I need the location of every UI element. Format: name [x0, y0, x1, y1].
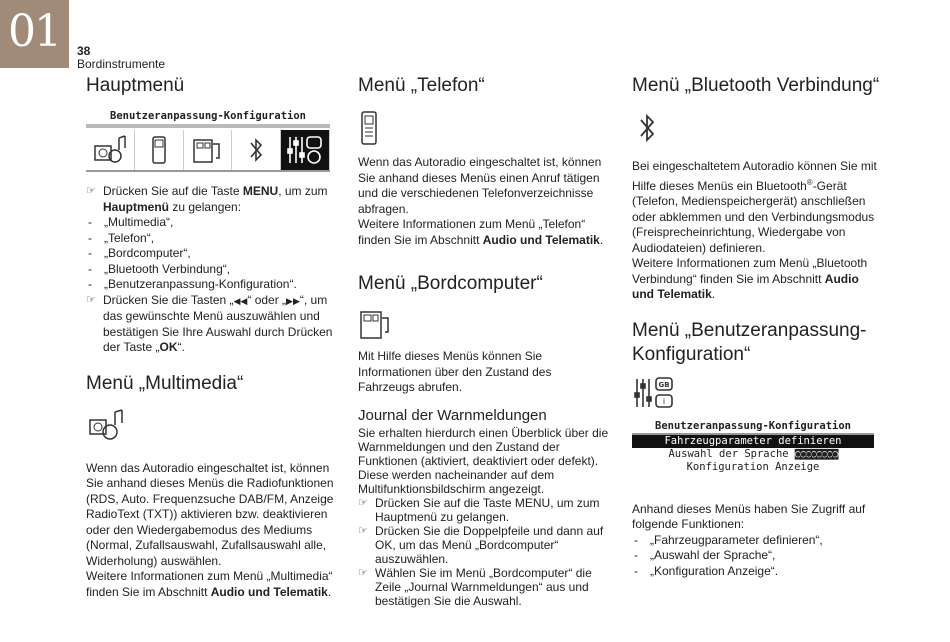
chapter-tab	[0, 0, 69, 68]
list-item: - „Bluetooth Verbindung“,	[86, 262, 336, 278]
main-menu-screen	[86, 110, 330, 170]
column-main-menu	[86, 74, 336, 600]
chapter-number: 01	[8, 6, 60, 57]
language-flags-icon: ◙◙◙◙◙◙◙◙	[794, 447, 838, 460]
trip-computer-icon	[358, 308, 394, 342]
bluetooth-reference: Weitere Informationen zum Menü „Bluetooth Verbindung“ finden Sie im Abschnitt Audio und Telematik.	[632, 256, 868, 301]
trip-computer-title: Menü „Bordcomputer“	[358, 273, 543, 294]
configuration-list	[632, 533, 882, 580]
list-item: - „Konfiguration Anzeige“.	[632, 564, 882, 580]
config-row-display: Konfiguration Anzeige	[686, 460, 820, 473]
journal-title: Journal der Warnmeldungen	[358, 406, 547, 424]
page-category: Bordinstrumente	[77, 57, 166, 71]
journal-text: Sie erhalten hierdurch einen Überblick über die Warnmeldungen und den Zustand der Funktionen (aktiviert, deaktiviert oder defekt). Diese werden nacheinander auf dem Multifunktionsbildschirm angezeigt.	[358, 425, 609, 496]
configuration-text: Anhand dieses Menüs haben Sie Zugriff auf folgende Funktionen:	[632, 501, 866, 531]
bluetooth-menu-icon	[232, 130, 281, 170]
telephone-menu-icon	[135, 130, 184, 170]
pointing-hand-icon: ☞	[358, 524, 368, 537]
journal-step: ☞ Drücken Sie die Doppelpfeile und dann auf OK, um das Menü „Bordcomputer“ auszuwählen.	[358, 523, 604, 566]
instruction-select-menu: ☞ Drücken Sie die Tasten „◀◀“ oder „▶▶“, um das gewünschte Menü auszuwählen und bestätigen Sie Ihre Auswahl durch Drücken der Taste „OK“.	[86, 292, 333, 354]
main-menu-list	[86, 215, 336, 293]
journal-step: ☞ Wählen Sie im Menü „Bordcomputer“ die Zeile „Journal Warnmeldungen“ aus und bestätigen Sie die Auswahl.	[358, 565, 592, 608]
bluetooth-title: Menü „Bluetooth Verbindung“	[632, 75, 880, 96]
svg-text:i: i	[662, 396, 666, 406]
list-item: - „Bordcomputer“,	[86, 246, 336, 262]
svg-text:GB: GB	[658, 380, 670, 389]
list-item: - „Benutzeranpassung-Konfiguration“.	[86, 277, 336, 293]
rewind-icon: ◀◀	[233, 295, 248, 306]
pointing-hand-icon: ☞	[358, 496, 368, 509]
pointing-hand-icon: ☞	[86, 293, 96, 306]
config-row-vehicle-params: Fahrzeugparameter definieren	[632, 435, 874, 448]
configuration-icon	[632, 375, 676, 411]
pointing-hand-icon: ☞	[358, 566, 368, 579]
telephone-reference: Weitere Informationen zum Menü „Telefon“ finden Sie im Abschnitt Audio und Telematik.	[358, 217, 604, 247]
configuration-title: Menü „Benutzeranpassung-Konfiguration“	[632, 319, 867, 365]
multimedia-icon	[86, 406, 126, 446]
column-phone-computer	[358, 74, 610, 608]
list-item: - „Multimedia“,	[86, 215, 336, 231]
trip-computer-text: Mit Hilfe dieses Menüs können Sie Informationen über den Zustand des Fahrzeugs abrufen.	[358, 349, 552, 394]
screen-icons	[86, 130, 330, 172]
screen-title: Benutzeranpassung-Konfiguration	[110, 110, 306, 122]
bluetooth-text: Bei eingeschaltetem Autoradio können Sie mit Hilfe dieses Menüs ein Bluetooth®-Gerät (Telefon, Medienspeichergerät) anschließen oder abklemmen und den Verbindungsmodus (Freisprecheinrichtung, Wiedergabe von Audiodateien) definieren.	[632, 159, 877, 255]
fast-forward-icon: ▶▶	[286, 295, 300, 306]
telephone-title: Menü „Telefon“	[358, 75, 485, 96]
main-menu-title: Hauptmenü	[86, 75, 185, 96]
multimedia-menu-icon	[86, 130, 135, 170]
telephone-text: Wenn das Autoradio eingeschaltet ist, können Sie anhand dieses Menüs einen Anruf tätigen und die verschiedenen Telefonverzeichnisse abfragen.	[358, 155, 602, 216]
column-bluetooth-config	[632, 74, 882, 579]
journal-step: ☞ Drücken Sie auf die Taste MENU, um zum Hauptmenü zu gelangen.	[358, 495, 600, 524]
bluetooth-icon	[632, 108, 662, 148]
list-item: - „Fahrzeugparameter definieren“,	[632, 533, 882, 549]
config-row-language: Auswahl der Sprache ◙◙◙◙◙◙◙◙	[668, 447, 838, 460]
pointing-hand-icon: ☞	[86, 185, 96, 197]
multimedia-title: Menü „Multimedia“	[86, 372, 244, 394]
trip-computer-menu-icon	[184, 130, 233, 170]
screen-divider	[86, 124, 330, 128]
page-number: 38	[77, 44, 91, 58]
multimedia-reference: Weitere Informationen zum Menü „Multimedia“ finden Sie im Abschnitt Audio und Telematik.	[86, 569, 333, 599]
configuration-menu-icon	[281, 130, 330, 170]
multimedia-text: Wenn das Autoradio eingeschaltet ist, können Sie anhand dieses Menüs die Radiofunktionen (RDS, Auto. Frequenzsuche DAB/FM, Anzeige RadioText (TXT)) aktivieren bzw. deaktivieren oder den Wiedergabemodus des Mediums (Normal, Zufallsauswahl, Zufallsauswahl alle, Widerholung) auswählen.	[86, 460, 334, 568]
list-item: - „Auswahl der Sprache“,	[632, 548, 882, 564]
list-item: - „Telefon“,	[86, 231, 336, 247]
config-screen-title: Benutzeranpassung-Konfiguration	[632, 420, 874, 435]
telephone-icon	[358, 108, 382, 148]
instruction-open-menu: ☞ Drücken Sie auf die Taste MENU, um zum Hauptmenü zu gelangen:	[86, 184, 328, 214]
configuration-screen	[632, 420, 874, 474]
